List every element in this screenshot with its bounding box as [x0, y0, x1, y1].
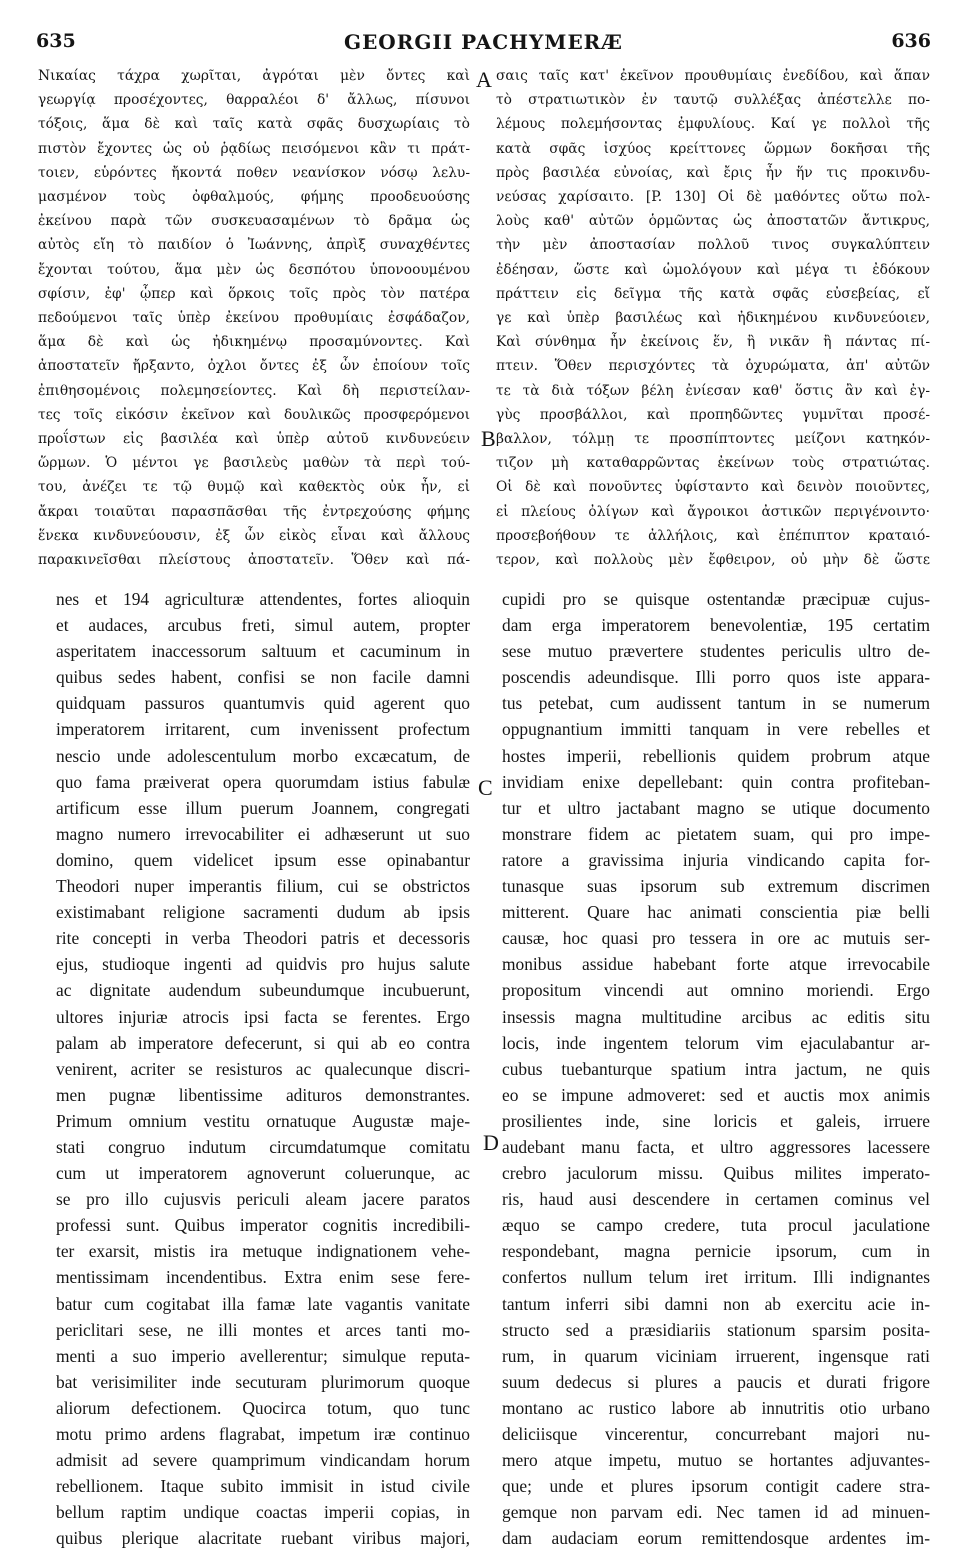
- text-line: tus petebat, cum audissent tantum in se numerum: [502, 693, 930, 714]
- text-line: eo se impune admoveret: sed et auctis mox animis: [502, 1084, 930, 1105]
- text-line: μασμένον τοὺς ὀφθαλμούς, φήμης προοδευούσης: [38, 189, 470, 206]
- text-line: invidiam enixe depellebant: quin contra profiteban-: [502, 771, 930, 792]
- text-line: quidquam passuros quantumvis quid agerent quo: [56, 693, 470, 714]
- text-line: Καὶ σύνθημα ἦν ἐκείνοις ἕν, ἢ νικᾶν ἢ πάντας πί-: [496, 334, 930, 351]
- text-line: ἔχονται τούτου, ἅμα μὲν ὡς δεσπότου ὑπονοουμένου: [38, 261, 470, 278]
- text-line: causæ, hoc quasi pro tessera in ore ac mutuis ser-: [502, 928, 930, 949]
- text-line: ratore a gravissima injuria vindicando capita for-: [502, 849, 930, 870]
- text-line: Οἱ δὲ καὶ πονοῦντες ὑφίσταντο καὶ δεινὸν ποιοῦντες,: [496, 479, 930, 496]
- text-line: periclitari sese, ne illi montes et arces tanti mo-: [56, 1319, 470, 1340]
- latin-translation-right-column: [502, 586, 930, 1551]
- text-line: τε τὰ διὰ τόξων βέλη ἐνίεσαν καθ' ὅστις ἂν καὶ ἐγ-: [496, 382, 930, 399]
- text-line: ἕνεκα κινδυνεύουσιν, ἐξ ὧν εἰκὸς εἶναι καὶ ἄλλους: [38, 527, 470, 544]
- text-line: πεδούμενοι ταῖς ὑπὲρ ἐκείνου προθυμίαις ἐσφάδαζον,: [38, 310, 470, 327]
- page-number-left: 635: [36, 30, 76, 52]
- text-line: professi sunt. Quibus imperator cognitis incredibili-: [56, 1215, 470, 1236]
- text-line: Νικαίας τάχρα χωρῖται, ἀγρόται μὲν ὄντες καὶ: [38, 68, 470, 84]
- text-line: τιζον μὴ καταθαρρῶντας ἐκείνων τοὺς στρατιώτας.: [496, 455, 930, 472]
- text-line: εἰ πλείους ὀλίγων καὶ ἄγροικοι ἀστικῶν περιγένοιντο·: [496, 503, 930, 520]
- text-line: stati congruo indutum circumdatumque comitatu: [56, 1136, 470, 1157]
- text-line: existimabant religione sacramenti dudum ab ipsis: [56, 902, 470, 923]
- text-line: βαλλον, τόλμῃ τε προσπίπτοντες μείζονι κατηκόν-: [496, 431, 930, 448]
- text-line: rite concepti in verba Theodori patris et decessoris: [56, 928, 470, 949]
- text-line: τὴν μὲν ἀποστασίαν πολλοῦ τινος συγκαλύπτειν: [496, 237, 930, 254]
- text-line: τοιεν, εὑρόντες ἤκοντά ποθεν νεανίσκον νόσῳ λελυ-: [38, 164, 470, 181]
- text-line: gemque non parvam edi. Nec tamen id ad minuen-: [502, 1502, 930, 1523]
- text-line: ac dignitate audendum subeundumque incubuerunt,: [56, 980, 470, 1001]
- text-line: mitterent. Quare hac animati conscientia piæ belli: [502, 902, 930, 923]
- text-line: magno numero irrevocabiliter ei adhæserunt ut suo: [56, 823, 470, 844]
- text-line: men pugnæ libentissime adituros demonstrantes.: [56, 1084, 470, 1105]
- text-line: Primum omnium vestitu ornatuque Augustæ maje-: [56, 1110, 470, 1131]
- text-line: λέμους πολεμήσοντας ἐμφυλίους. Καί γε πολλοὶ τῆς: [496, 116, 930, 133]
- latin-translation-left-column: [56, 586, 470, 1551]
- text-line: τερον, καὶ πολλοὺς μὲν ἔφθειρον, οὐ μὴν δὲ ὥστε: [496, 552, 930, 569]
- text-line: nescio unde adolescentulum morbo excæcatum, de: [56, 745, 470, 766]
- text-line: γεωργίᾳ προσέχοντες, θαρραλέοι δ' ἄλλως, πίσυνοι: [38, 92, 470, 109]
- text-line: dam erga imperatorem benevolentiæ, 195 certatim: [502, 615, 930, 636]
- text-line: ὥρμων. Ὁ μέντοι γε βασιλεὺς μαθὼν τὰ περὶ τού-: [38, 455, 470, 472]
- text-line: bat verisimiliter inde secuturam plurimorum quoque: [56, 1371, 470, 1392]
- text-line: σαις ταῖς κατ' ἐκεῖνον προυθυμίαις ἐνεδίδου, καὶ ἅπαν: [496, 68, 930, 84]
- text-line: admisit ad severe quamprimum vindicandam horum: [56, 1450, 470, 1471]
- margin-letter-b: B: [481, 426, 496, 451]
- running-title: GEORGII PACHYMERÆ: [343, 30, 623, 54]
- text-line: mero atque impetu, mutuo se hortantes adjuvantes-: [502, 1450, 930, 1471]
- text-line: venirent, acriter se resisturos ac qualecunque discri-: [56, 1058, 470, 1079]
- text-line: se pro illo cujusvis periculi aleam jacere paratos: [56, 1189, 470, 1210]
- page-number-right: 636: [891, 30, 931, 52]
- text-line: imperatorem irritarent, cum invenissent profectum: [56, 719, 470, 740]
- text-line: tur et ultro jactabant magno se utique documento: [502, 797, 930, 818]
- text-line: oppugnantium immitti tanquam in vere rebelles et: [502, 719, 930, 740]
- text-line: sese mutuo prævertere studentes periculis ultro de-: [502, 641, 930, 662]
- text-line: Theodori nuper imperantis filium, cui se obstrictos: [56, 876, 470, 897]
- text-line: æquo se campo credere, tuta procul jaculatione: [502, 1215, 930, 1236]
- text-line: κατὰ σφᾶς ἰσχύος κρείττονες ὥρμων δοκῆσαι τῆς: [496, 140, 930, 157]
- text-line: crebro jaculorum missu. Quibus milites imperato-: [502, 1163, 930, 1184]
- text-line: tunasque suas ipsorum sub extremum discrimen: [502, 876, 930, 897]
- text-line: motu primo ardens flagrabat, impetum iræ continuo: [56, 1424, 470, 1444]
- text-line: ἅμα δὲ καὶ ὡς ἠδικημένῳ προσαμύνοντες. Καὶ: [38, 334, 470, 351]
- text-line: του, ἀνέζει τε τῷ θυμῷ καὶ καθεκτὸς οὐκ ἦν, εἰ: [38, 479, 470, 496]
- text-line: monstrare fidem ac pietatem suam, qui pro impe-: [502, 823, 930, 844]
- text-line: bellum raptim undique coactas imperii copias, in: [56, 1502, 470, 1523]
- text-line: dam audaciam eorum remittendosque ardentes im-: [502, 1528, 930, 1549]
- text-line: γὺς προσβάλλοι, καὶ προπηδῶντες γυμνῖται προσέ-: [496, 406, 930, 423]
- text-line: monibus assidue habebant forte atque irrevocabile: [502, 954, 930, 975]
- text-line: aliorum defectionem. Quocirca totum, quo tunc: [56, 1397, 470, 1418]
- text-line: quibus sedes habent, confisi se non facile damni: [56, 667, 470, 688]
- margin-letter-c: C: [478, 775, 493, 800]
- greek-text-right-column: [496, 64, 930, 572]
- greek-text-left-column: [38, 64, 470, 572]
- text-line: ἄκραι τοιαῦται παρασπᾶσθαι τῆς ἐντρεχούσης φήμης: [38, 503, 470, 520]
- page-header: [36, 30, 931, 58]
- text-line: νεύσας χαρίσαιτο. [P. 130] Οἱ δὲ μαθόντες οὕτω πολ-: [496, 189, 930, 206]
- text-line: ἀποστατεῖν ἤρξαντο, ὀχλοι ὄντες ἐξ ὧν ἐποίουν τοῖς: [38, 358, 470, 375]
- text-line: ultores injuriæ atrocis ipsi facta se ferentes. Ergo: [56, 1006, 470, 1027]
- text-line: πρὸς βασιλέα εὐνοίας, καὶ ἔρις ἦν ἥν τις προκινδυ-: [496, 164, 930, 181]
- text-line: προΐστων εἰς βασιλέα καὶ ὑπὲρ αὐτοῦ κινδυνεύειν: [38, 431, 470, 448]
- text-line: mentissimam incendentibus. Extra enim sese fere-: [56, 1267, 470, 1288]
- text-line: πράττειν εἰς δεῖγμα τῆς κατὰ σφᾶς εὐσεβείας, εἴ: [496, 285, 930, 302]
- text-line: παρακινεῖσθαι πλείστους ἀποστατεῖν. Ὅθεν καὶ πά-: [38, 552, 470, 569]
- text-line: rebellionem. Itaque subito immisit in istud civile: [56, 1476, 470, 1497]
- text-line: πιστὸν ἔχοντες ὡς οὐ ῥᾳδίως πεισόμενοι κἂν τι πράτ-: [38, 140, 470, 157]
- text-line: poscendis adeundisque. Illi porro quos iste appara-: [502, 667, 930, 688]
- text-line: menti a suo imperio avellerentur; simulque reputa-: [56, 1345, 470, 1366]
- text-line: cupidi pro se quisque ostentandæ præcipuæ cujus-: [502, 589, 930, 609]
- text-line: σφίσιν, ἐφ' ᾧπερ καὶ ὅρκοις τοῖς πρὸς τὸν πατέρα: [38, 285, 470, 302]
- text-line: τες τοῖς εἰκόσιν ἐκεῖνον καὶ δουλικῶς προσφερόμενοι: [38, 406, 470, 423]
- text-line: ris, haud ausi descendere in certamen cominus vel: [502, 1189, 930, 1210]
- text-line: rum, in quarum viciniam irruerent, ingensque rati: [502, 1345, 930, 1366]
- text-line: batur cum cogitabat illa famæ late vagantis vanitate: [56, 1293, 470, 1314]
- text-line: προσεβοήθουν τε ἀλλήλοις, καὶ ἐπέπιπτον κραταιό-: [496, 527, 930, 544]
- text-line: insessis magna multitudine arcibus ac editis situ: [502, 1006, 930, 1027]
- margin-letter-d: D: [483, 1130, 499, 1155]
- text-line: cum ut imperatorem agnoverunt coluerunque, ac: [56, 1163, 470, 1184]
- text-line: quibus plerique alacritate ruebant viribus majori,: [56, 1528, 470, 1549]
- text-line: que; unde et plures ipsorum contigit cadere stra-: [502, 1476, 930, 1497]
- text-line: γε καὶ ὑπὲρ βασιλέως καὶ ἠδικημένου κινδυνεύοιεν,: [496, 310, 930, 327]
- text-line: τόξοις, ἅμα δὲ καὶ ταῖς κατὰ σφᾶς δυσχωρίαις τὸ: [38, 116, 470, 133]
- text-line: domino, quem videlicet ipsum esse opinabantur: [56, 849, 470, 870]
- text-line: et audaces, arcubus freti, simul autem, propter: [56, 615, 470, 636]
- text-line: locis, inde ingentem telorum vim ejaculabantur ar-: [502, 1032, 930, 1053]
- text-line: ἐδέησαν, ὥστε καὶ ὡμολόγουν καὶ μέγα τι ἐδόκουν: [496, 261, 930, 278]
- text-line: αὐτὸς εἴη τὸ παιδίον ὁ Ἰωάννης, ἀπρὶξ συναχθέντες: [38, 237, 470, 254]
- text-line: tantum inferri sibi damni non ab exercitu acie in-: [502, 1293, 930, 1314]
- text-line: quo fama præiverat opera quorumdam istius fabulæ: [56, 771, 470, 792]
- text-line: ter exarsit, mistis ira metuque indignationem vehe-: [56, 1241, 470, 1262]
- text-line: nes et 194 agriculturæ attendentes, fortes alioquin: [56, 589, 470, 609]
- text-line: hostes imperii, rebellionis quidem probrum atque: [502, 745, 930, 766]
- text-line: deliciisque vincerentur, concurrebant majori nu-: [502, 1424, 930, 1444]
- text-line: ἐπιθησομένοις πολεμησείοντες. Καὶ δὴ περιστείλαν-: [38, 382, 470, 399]
- text-line: λοὺς καθ' αὐτῶν ὁρμῶντας ὡς ἀποστατῶν ἄντικρυς,: [496, 213, 930, 230]
- text-line: ejus, studioque ingenti ad quidvis pro hujus salute: [56, 954, 470, 975]
- text-line: τὸ στρατιωτικὸν ἐν ταυτῷ συλλέξας ἀπέστελλε πο-: [496, 92, 930, 109]
- text-line: confertos nullum telum iret irritum. Illi indignantes: [502, 1267, 930, 1288]
- text-line: structo sed a præsidiariis stationum sparsim posita-: [502, 1319, 930, 1340]
- text-line: asperitatem inaccessorum saltuum et cacuminum in: [56, 641, 470, 662]
- text-line: palam ab imperatore defecerunt, si qui ab eo contra: [56, 1032, 470, 1053]
- text-line: prosilientes inde, sine loricis et galeis, irruere: [502, 1110, 930, 1131]
- text-line: respondebant, magna pernicie ipsorum, cum in: [502, 1241, 930, 1262]
- text-line: cubus tuebanturque spatium intra jactum, ne quis: [502, 1058, 930, 1079]
- text-line: suum dedecus si plures a paucis et durati frigore: [502, 1371, 930, 1392]
- text-line: artificum esse illum puerum Joannem, congregati: [56, 797, 470, 818]
- text-line: audebant manu facta, et ultro aggressores lacessere: [502, 1136, 930, 1157]
- text-line: ἐκείνου παρὰ τῶν συσκευασαμένων τὸ δρᾶμα ὡς: [38, 213, 470, 230]
- text-line: montano ac rustico labore ab innutritis otio urbano: [502, 1397, 930, 1418]
- margin-letter-a: A: [476, 67, 492, 92]
- text-line: πτειν. Ὅθεν περισχόντες τὰ ὀχυρώματα, ἀπ' αὐτῶν: [496, 358, 930, 375]
- text-line: propositum vincendi aut omnino moriendi. Ergo: [502, 980, 930, 1001]
